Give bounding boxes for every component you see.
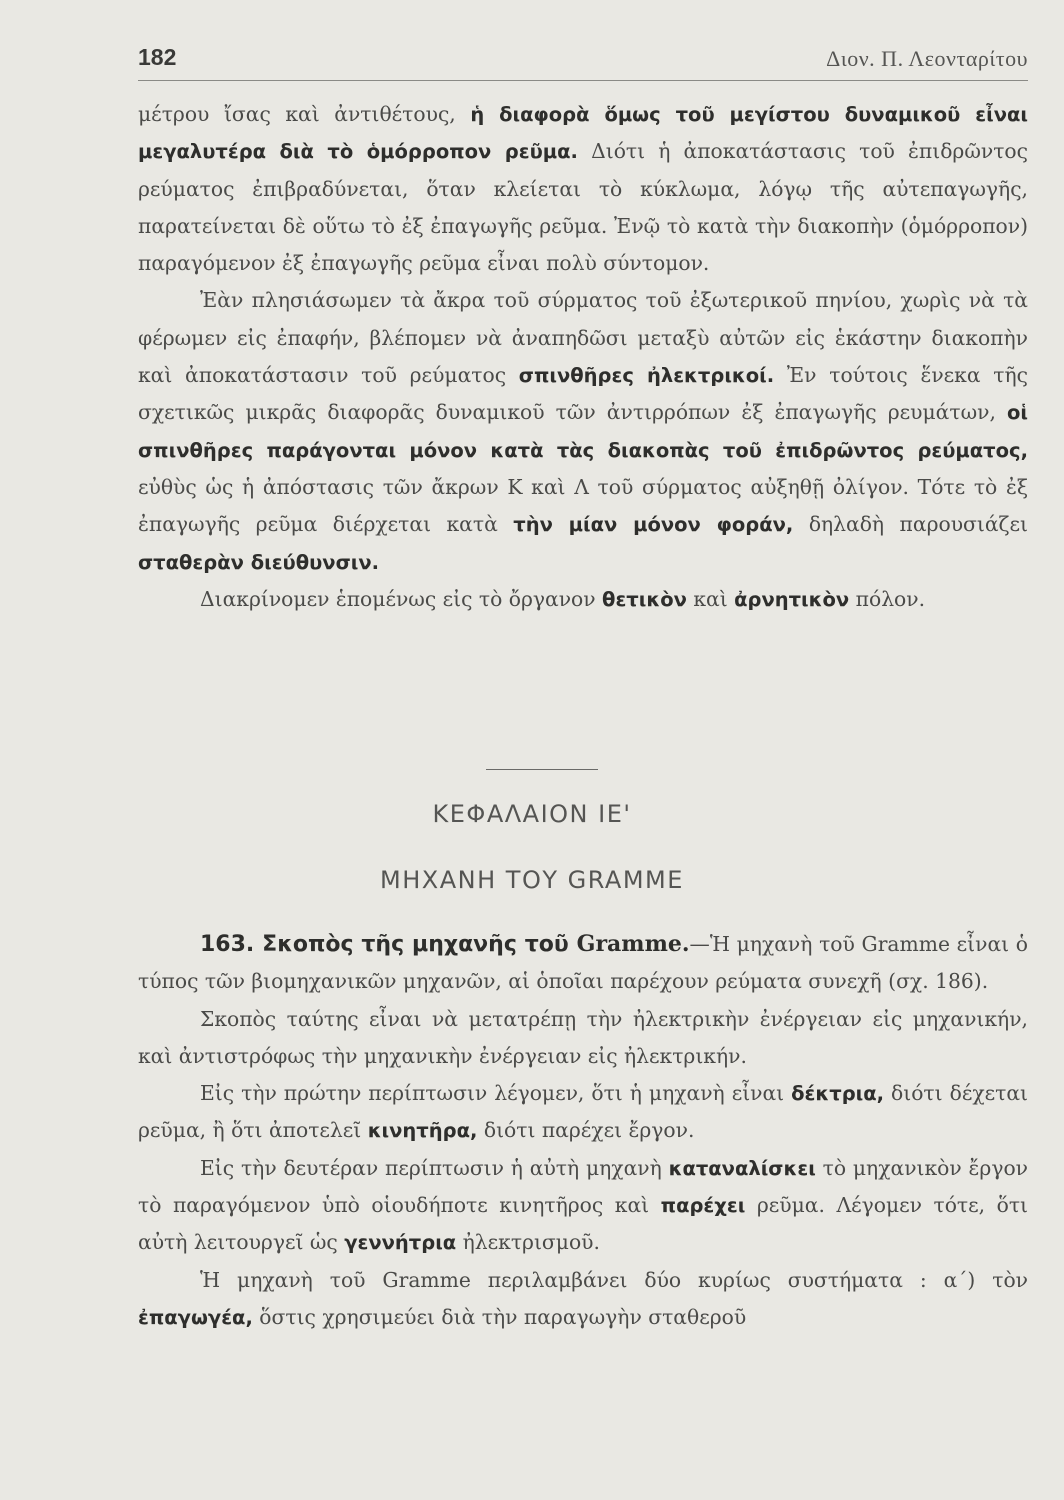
bold-text: ἐπαγωγέα, bbox=[138, 1305, 253, 1329]
page-header bbox=[138, 40, 1028, 81]
bold-text: σταθερὰν διεύθυνσιν. bbox=[138, 550, 380, 574]
text-run: καὶ bbox=[686, 586, 735, 611]
section-heading bbox=[200, 932, 690, 957]
paragraph bbox=[138, 581, 1028, 618]
bold-text: δέκτρια, bbox=[791, 1082, 885, 1106]
paragraph bbox=[138, 1150, 1028, 1262]
bold-text: σπινθῆρες ἠλεκτρικοί. bbox=[518, 364, 775, 388]
text-run: Εἰς τὴν δευτέραν περίπτωσιν ἡ αὐτὴ μηχανὴ bbox=[200, 1155, 669, 1180]
continuation-text bbox=[138, 96, 1028, 618]
text-run: Εἰς τὴν πρώτην περίπτωσιν λέγομεν, ὅτι ἡ μηχανὴ εἶναι bbox=[200, 1081, 792, 1106]
bold-text: τὴν μίαν μόνον φοράν, bbox=[513, 513, 794, 537]
paragraph bbox=[138, 1075, 1028, 1150]
section-text bbox=[138, 926, 1028, 1336]
bold-text: παρέχει bbox=[660, 1194, 746, 1218]
text-run: ἠλεκτρισμοῦ. bbox=[456, 1230, 600, 1255]
text-run: διότι παρέχει ἔργον. bbox=[477, 1118, 695, 1143]
page-number: 182 bbox=[138, 44, 177, 70]
bold-text: καταναλίσκει bbox=[668, 1156, 816, 1180]
paragraph bbox=[138, 96, 1028, 282]
section-heading-text: Σκοπὸς τῆς μηχανῆς τοῦ bbox=[262, 932, 577, 957]
paragraph bbox=[138, 282, 1028, 580]
bold-text: γεννήτρια bbox=[344, 1231, 457, 1255]
bold-text: οἱ σπινθῆρες παράγονται μόνον κατὰ τὰς διακοπὰς τοῦ ἐπιδρῶντος ρεύματος, bbox=[138, 401, 1028, 462]
text-run: Ἐν τούτοις ἕνεκα τῆς σχετικῶς μικρᾶς διαφορᾶς δυναμικοῦ τῶν ἀντιρρόπων ἐξ ἐπαγωγῆς ρευμάτων, bbox=[138, 363, 1028, 425]
text-run: εὐθὺς ὡς ἡ ἀπόστασις τῶν ἄκρων Κ καὶ Λ τοῦ σύρματος αὐξηθῇ ὀλίγον. Τότε τὸ ἐξ ἐπαγωγῆς ρεῦμα διέρχεται κατὰ bbox=[138, 474, 1028, 537]
text-run: δηλαδὴ παρουσιάζει bbox=[793, 512, 1028, 537]
text-run: —Ἡ μηχανὴ τοῦ Gramme εἶναι ὁ τύπος τῶν βιομηχανικῶν μηχανῶν, αἱ ὁποῖαι παρέχουν ρεύματα συνεχῆ (σχ. 186). bbox=[138, 932, 1028, 994]
text-run: μέτρου ἴσας καὶ ἀντιθέτους, bbox=[138, 102, 471, 126]
bold-text: κινητῆρα, bbox=[367, 1119, 478, 1143]
text-run: Σκοπὸς ταύτης εἶναι νὰ μετατρέπῃ τὴν ἠλεκτρικὴν ἐνέργειαν εἰς μηχανικήν, καὶ ἀντιστρόφως τὴν μηχανικὴν ἐνέργειαν εἰς ἠλεκτρικήν. bbox=[138, 1006, 1028, 1068]
section-heading-name: Gramme. bbox=[576, 931, 690, 957]
paragraph bbox=[138, 1001, 1028, 1076]
chapter-title: ΜΗΧΑΝΗ ΤΟΥ GRAMME bbox=[380, 866, 684, 894]
text-run: Ἐὰν πλησιάσωμεν τὰ ἄκρα τοῦ σύρματος τοῦ ἐξωτερικοῦ πηνίου, χωρὶς νὰ τὰ φέρωμεν εἰς ἐπαφήν, βλέπομεν νὰ ἀναπηδῶσι μεταξὺ αὐτῶν εἰς ἑκάστην διακοπὴν καὶ ἀποκατάστασιν τοῦ ρεύματος bbox=[138, 288, 1028, 388]
text-run: τὸ μηχανικὸν ἔργον τὸ παραγόμενον ὑπὸ οἱουδήποτε κινητῆρος καὶ bbox=[138, 1155, 1028, 1218]
bold-text: θετικὸν bbox=[602, 587, 687, 611]
text-run: Διακρίνομεν ἑπομένως εἰς τὸ ὄργανον bbox=[200, 586, 603, 611]
section-number: 163. bbox=[200, 932, 263, 957]
text-run: πόλον. bbox=[849, 586, 926, 611]
chapter-label: ΚΕΦΑΛΑΙΟΝ ΙΕ' bbox=[432, 800, 632, 828]
text-run: Διότι ἡ ἀποκατάστασις τοῦ ἐπιδρῶντος ρεύματος ἐπιβραδύνεται, ὅταν κλείεται τὸ κύκλωμα, λόγῳ τῆς αὐτεπαγωγῆς, παρατείνεται δὲ οὕτω τὸ ἐξ ἐπαγωγῆς ρεῦμα. Ἐνῷ τὸ κατὰ τὴν διακοπὴν (ὁμόρροπον) παραγόμενον ἐξ ἐπαγωγῆς ρεῦμα εἶναι πολὺ σύντομον. bbox=[138, 139, 1028, 276]
text-run: Ἡ μηχανὴ τοῦ Gramme περιλαμβάνει δύο κυρίως συστήματα : α΄) τὸν bbox=[200, 1267, 1028, 1292]
text-run: διότι δέχεται ρεῦμα, ἢ ὅτι ἀποτελεῖ bbox=[138, 1081, 1028, 1143]
bold-text: ἀρνητικὸν bbox=[734, 587, 850, 611]
text-run: ρεῦμα. Λέγομεν τότε, ὅτι αὐτὴ λειτουργεῖ ὡς bbox=[138, 1193, 1029, 1255]
section-first-paragraph bbox=[138, 926, 1028, 1001]
text-run: ὅστις χρησιμεύει διὰ τὴν παραγωγὴν σταθεροῦ bbox=[252, 1304, 747, 1329]
paragraph bbox=[138, 1262, 1028, 1337]
bold-text: ἡ διαφορὰ ὅμως τοῦ μεγίστου δυναμικοῦ εἶναι μεγαλυτέρα διὰ τὸ ὁμόρροπον ρεῦμα. bbox=[138, 103, 1028, 164]
section-separator bbox=[486, 769, 598, 770]
running-head: Διον. Π. Λεονταρίτου bbox=[826, 46, 1028, 71]
